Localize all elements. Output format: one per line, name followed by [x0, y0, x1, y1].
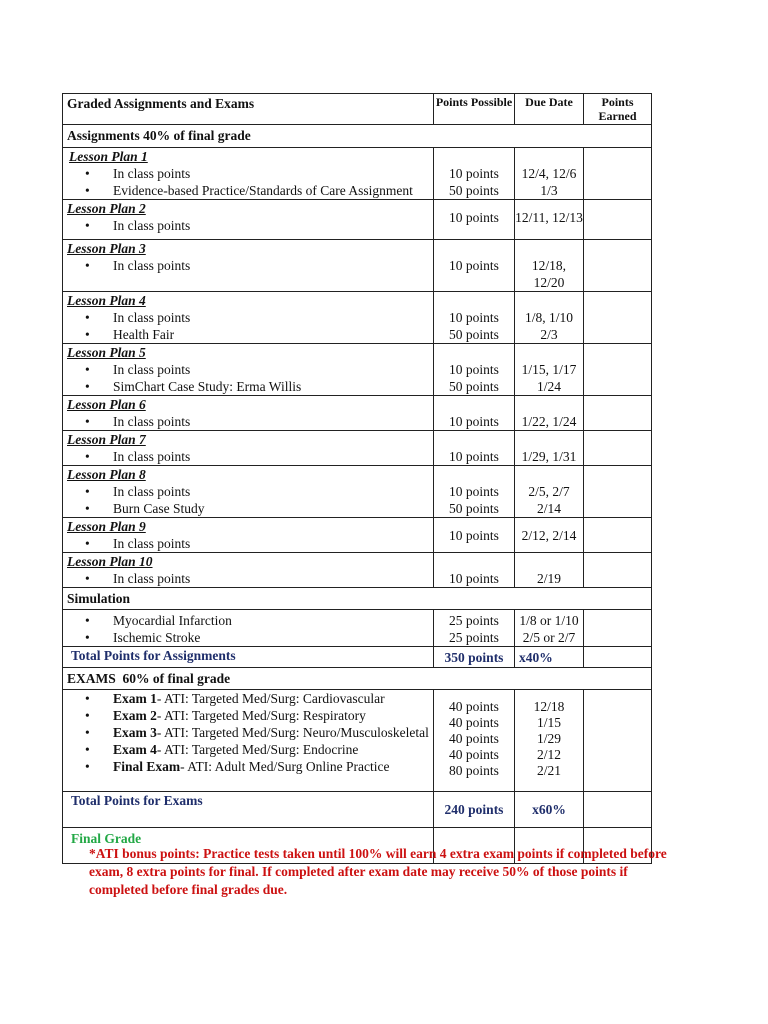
lesson-plan-row: [63, 240, 652, 292]
points-possible-cell: [434, 292, 515, 344]
list-item: • In class points: [107, 413, 433, 430]
points-possible-cell: [434, 148, 515, 200]
points-possible: [434, 699, 514, 779]
lesson-plan-items: [63, 448, 433, 465]
lesson-plan-items: [63, 257, 433, 274]
points-earned-cell: [584, 200, 652, 240]
total-exams-row: [63, 792, 652, 828]
points-possible-cell: [434, 518, 515, 553]
due-date-line: 1/29: [536, 731, 561, 746]
due-date: [515, 570, 583, 587]
simulation-section-row: [63, 588, 652, 610]
exam-item: [107, 724, 433, 741]
points-possible: [434, 257, 514, 274]
page-title: Graded Assignments and Exams: [63, 94, 434, 125]
exam-name: Exam 1: [113, 691, 157, 706]
exam-description: - ATI: Targeted Med/Surg: Neuro/Musculoskeletal: [156, 725, 429, 740]
due-date-line: 2/21: [536, 763, 561, 778]
points-possible: [434, 448, 514, 465]
due-date-cell: [515, 431, 584, 466]
list-item: • In class points: [107, 448, 433, 465]
lesson-plan-row: [63, 396, 652, 431]
lesson-plan-items: [63, 217, 433, 234]
points-earned-cell: [584, 292, 652, 344]
due-date-line: 2/14: [536, 501, 561, 516]
due-date-line: 2/12, 2/14: [521, 528, 577, 543]
due-date-line: 1/8 or 1/10: [519, 613, 579, 628]
due-date-line: 12/11, 12/13: [515, 210, 583, 225]
lesson-plan-label: Lesson Plan 6: [67, 397, 146, 412]
points-possible: [434, 570, 514, 587]
lesson-plan-row: [63, 466, 652, 518]
points-possible-line: 40 points: [449, 747, 499, 762]
due-date: [515, 309, 583, 343]
points-earned-cell: [584, 344, 652, 396]
points-earned-cell: [584, 396, 652, 431]
exam-name: Exam 2: [113, 708, 157, 723]
total-assignments-row: [63, 647, 652, 668]
points-possible-cell: [434, 396, 515, 431]
due-date: [515, 699, 583, 779]
due-date-line: 1/24: [536, 379, 561, 394]
exam-description: - ATI: Targeted Med/Surg: Respiratory: [156, 708, 366, 723]
points-possible-cell: [434, 240, 515, 292]
list-item: • SimChart Case Study: Erma Willis: [107, 378, 433, 395]
list-item: • In class points: [107, 535, 433, 552]
exam-item: [107, 758, 433, 775]
exams-items-cell: [63, 690, 434, 792]
exam-description: - ATI: Adult Med/Surg Online Practice: [180, 759, 390, 774]
points-possible-line: 10 points: [449, 166, 499, 181]
lesson-plan-label: Lesson Plan 3: [67, 241, 146, 256]
lesson-plan-cell: [63, 292, 434, 344]
due-date-line: 2/5, 2/7: [528, 484, 570, 499]
lesson-plan-label: Lesson Plan 10: [67, 554, 153, 569]
exam-item: [107, 690, 433, 707]
due-date: [515, 483, 583, 517]
graded-assignments-table: [62, 93, 652, 864]
list-item: • Health Fair: [107, 326, 433, 343]
list-item: • In class points: [107, 257, 433, 274]
exam-item: [107, 707, 433, 724]
list-item: • Myocardial Infarction: [107, 612, 433, 629]
due-date: [515, 165, 583, 199]
simulation-items: [63, 612, 433, 646]
exams-section-row: [63, 668, 652, 690]
points-possible-cell: [434, 466, 515, 518]
points-possible-line: 10 points: [449, 310, 499, 325]
lesson-plan-row: [63, 344, 652, 396]
points-earned-cell: [584, 690, 652, 792]
due-date-line: 1/3: [540, 183, 558, 198]
list-item: • In class points: [107, 361, 433, 378]
points-possible-cell: [434, 610, 515, 647]
points-possible: [434, 209, 514, 226]
points-possible-line: 10 points: [449, 210, 499, 225]
simulation-items-cell: [63, 610, 434, 647]
due-date-cell: [515, 200, 584, 240]
points-possible-line: 25 points: [449, 613, 499, 628]
points-possible: [434, 361, 514, 395]
lesson-plan-items: [63, 570, 433, 587]
points-possible-line: 10 points: [449, 362, 499, 377]
due-date-cell: [515, 518, 584, 553]
exams-heading: EXAMS 60% of final grade: [63, 668, 652, 690]
points-possible-line: 10 points: [449, 484, 499, 499]
points-possible-cell: [434, 431, 515, 466]
points-possible-line: 10 points: [449, 528, 499, 543]
lesson-plan-row: [63, 431, 652, 466]
lesson-plan-items: [63, 535, 433, 552]
due-date: [515, 413, 583, 430]
due-date: [515, 448, 583, 465]
exam-name: Final Exam: [113, 759, 181, 774]
list-item: • In class points: [107, 483, 433, 500]
points-earned-cell: [584, 518, 652, 553]
due-date-cell: [515, 292, 584, 344]
header-due-date: Due Date: [515, 94, 584, 125]
lesson-plan-items: [63, 309, 433, 343]
lesson-plan-label: Lesson Plan 5: [67, 345, 146, 360]
exam-name: Exam 4: [113, 742, 157, 757]
points-possible: [434, 483, 514, 517]
due-date-line: 12/4, 12/6: [521, 166, 577, 181]
due-date-cell: [515, 148, 584, 200]
list-item: • In class points: [107, 165, 433, 182]
points-possible: [434, 165, 514, 199]
total-assignments-points: 350 points: [434, 647, 515, 668]
lesson-plan-row: [63, 518, 652, 553]
header-points-possible: Points Possible: [434, 94, 515, 125]
points-possible: [434, 413, 514, 430]
final-grade-label: Final Grade: [63, 828, 434, 864]
points-possible-cell: [434, 200, 515, 240]
exam-name: Exam 3: [113, 725, 157, 740]
header-row: [63, 94, 652, 125]
total-exams-label: Total Points for Exams: [63, 792, 434, 828]
due-date-line: 12/18, 12/20: [531, 258, 567, 290]
due-date-line: 1/15: [536, 715, 561, 730]
points-possible-line: 10 points: [449, 449, 499, 464]
lesson-plan-cell: [63, 553, 434, 588]
due-date-cell: [515, 690, 584, 792]
header-points-earned: Points Earned: [584, 94, 652, 125]
due-date-line: 1/15, 1/17: [521, 362, 577, 377]
due-date-line: 2/12: [536, 747, 561, 762]
points-possible-line: 10 points: [449, 414, 499, 429]
list-item: • In class points: [107, 309, 433, 326]
lesson-plan-label: Lesson Plan 7: [67, 432, 146, 447]
total-exams-weight: x60%: [515, 792, 584, 828]
due-date-cell: [515, 344, 584, 396]
lesson-plan-row: [63, 292, 652, 344]
assignments-section-heading: Assignments 40% of final grade: [63, 125, 652, 148]
due-date-line: 1/22, 1/24: [521, 414, 577, 429]
list-item: • In class points: [107, 217, 433, 234]
lesson-plan-cell: [63, 518, 434, 553]
due-date-line: 2/5 or 2/7: [522, 630, 576, 645]
lesson-plan-label: Lesson Plan 9: [67, 519, 146, 534]
lesson-plan-items: [63, 165, 433, 199]
due-date-line: 1/29, 1/31: [521, 449, 577, 464]
points-earned-cell: [584, 466, 652, 518]
points-possible-line: 10 points: [449, 571, 499, 586]
list-item: • Burn Case Study: [107, 500, 433, 517]
total-exams-points: 240 points: [434, 792, 515, 828]
due-date-line: 2/19: [536, 571, 561, 586]
due-date-line: 1/8, 1/10: [524, 310, 573, 325]
list-item: • Ischemic Stroke: [107, 629, 433, 646]
lesson-plan-label: Lesson Plan 2: [67, 201, 146, 216]
exams-row: [63, 690, 652, 792]
due-date-cell: [515, 553, 584, 588]
points-possible-line: 50 points: [449, 501, 499, 516]
points-earned-cell: [584, 240, 652, 292]
points-earned-cell: [584, 148, 652, 200]
due-date: [515, 209, 583, 226]
points-possible-line: 50 points: [449, 183, 499, 198]
points-possible-line: 40 points: [449, 715, 499, 730]
total-assignments-weight: x40%: [515, 647, 584, 668]
exam-description: - ATI: Targeted Med/Surg: Endocrine: [156, 742, 359, 757]
points-possible-line: 50 points: [449, 379, 499, 394]
lesson-plan-label: Lesson Plan 8: [67, 467, 146, 482]
points-possible-line: 40 points: [449, 731, 499, 746]
due-date: [515, 257, 583, 291]
lesson-plan-cell: [63, 148, 434, 200]
points-possible-cell: [434, 690, 515, 792]
exam-item: [107, 741, 433, 758]
due-date-line: 12/18: [533, 699, 565, 714]
lesson-plan-row: [63, 553, 652, 588]
points-possible-cell: [434, 553, 515, 588]
due-date-cell: [515, 396, 584, 431]
lesson-plan-label: Lesson Plan 4: [67, 293, 146, 308]
lesson-plan-items: [63, 361, 433, 395]
points-earned-cell: [584, 792, 652, 828]
points-possible-cell: [434, 344, 515, 396]
table-body: [63, 94, 652, 864]
due-date-cell: [515, 240, 584, 292]
simulation-row: [63, 610, 652, 647]
due-date: [515, 612, 583, 646]
lesson-plan-cell: [63, 240, 434, 292]
lesson-plan-cell: [63, 396, 434, 431]
due-date-line: 2/3: [540, 327, 558, 342]
due-date: [515, 527, 583, 544]
points-possible-line: 80 points: [449, 763, 499, 778]
lesson-plan-cell: [63, 200, 434, 240]
points-earned-cell: [584, 647, 652, 668]
points-earned-cell: [584, 610, 652, 647]
due-date-cell: [515, 610, 584, 647]
lesson-plan-row: [63, 200, 652, 240]
points-possible: [434, 527, 514, 544]
simulation-heading: Simulation: [63, 588, 652, 610]
points-possible-line: 40 points: [449, 699, 499, 714]
due-date: [515, 361, 583, 395]
exam-description: - ATI: Targeted Med/Surg: Cardiovascular: [156, 691, 385, 706]
bonus-note: *ATI bonus points: Practice tests taken until 100% will earn 4 extra exam points if completed before exam, 8 extra points for final. If completed after exam date may receive 50% of those points if completed before final grades due.: [89, 846, 667, 897]
points-possible-line: 50 points: [449, 327, 499, 342]
points-possible: [434, 309, 514, 343]
assignments-section-row: [63, 125, 652, 148]
points-earned-cell: [584, 553, 652, 588]
lesson-plan-row: [63, 148, 652, 200]
total-assignments-label: Total Points for Assignments: [63, 647, 434, 668]
lesson-plan-items: [63, 483, 433, 517]
points-possible-line: 25 points: [449, 630, 499, 645]
lesson-plan-cell: [63, 466, 434, 518]
exam-items: [63, 690, 433, 775]
points-earned-cell: [584, 431, 652, 466]
due-date-cell: [515, 466, 584, 518]
lesson-plan-cell: [63, 344, 434, 396]
lesson-plan-items: [63, 413, 433, 430]
points-possible-line: 10 points: [449, 258, 499, 273]
list-item: • Evidence-based Practice/Standards of Care Assignment: [107, 182, 433, 199]
points-possible: [434, 612, 514, 646]
list-item: • In class points: [107, 570, 433, 587]
lesson-plan-label: Lesson Plan 1: [69, 149, 148, 164]
lesson-plan-cell: [63, 431, 434, 466]
